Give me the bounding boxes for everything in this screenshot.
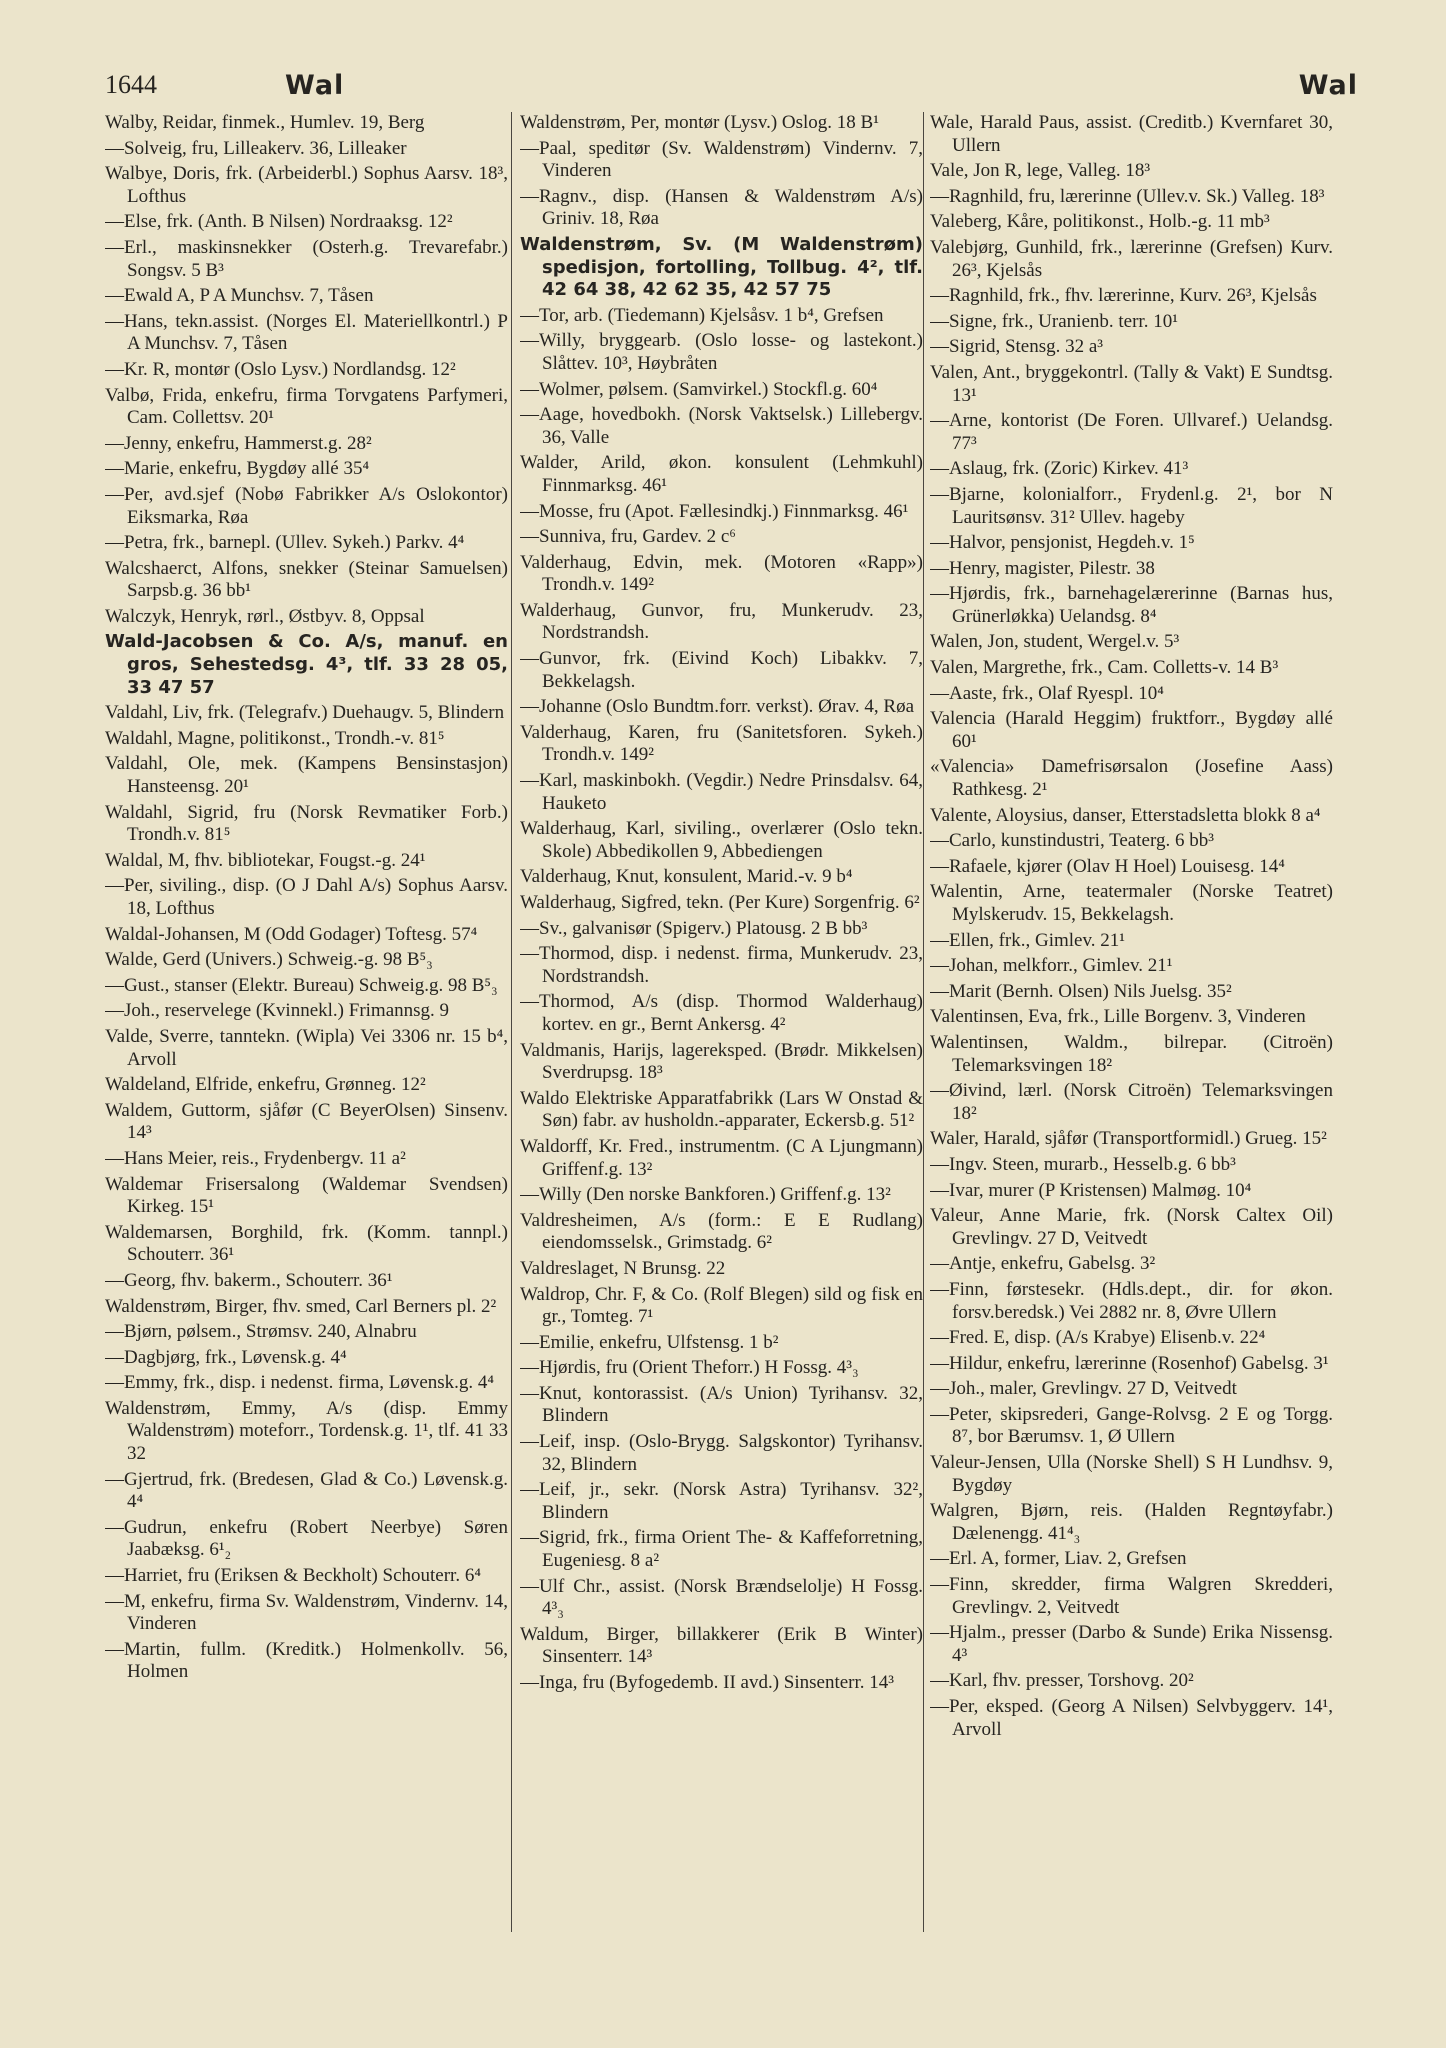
directory-entry: Waldeland, Elfride, enkefru, Grønneg. 12² bbox=[105, 1074, 426, 1096]
directory-entry: —Wolmer, pølsem. (Samvirkel.) Stockfl.g. 60⁴ bbox=[520, 378, 878, 400]
directory-entry: —Gunvor, frk. (Eivind Koch) Libakkv. 7, Bekkelagsh. bbox=[520, 648, 923, 692]
directory-entry: —Antje, enkefru, Gabelsg. 3² bbox=[930, 1253, 1156, 1275]
directory-entry: —Emilie, enkefru, Ulfstensg. 1 b² bbox=[520, 1331, 779, 1353]
directory-entry: —Hjørdis, fru (Orient Theforr.) H Fossg. 4³₃ bbox=[520, 1357, 859, 1379]
headword-right: Wal bbox=[1298, 70, 1358, 101]
directory-entry: —Johan, melkforr., Gimlev. 21¹ bbox=[930, 955, 1173, 977]
directory-entry: —Aslaug, frk. (Zoric) Kirkev. 41³ bbox=[930, 458, 1189, 480]
directory-entry: —Solveig, fru, Lilleakerv. 36, Lilleaker bbox=[105, 137, 407, 159]
directory-entry: Waldal, M, fhv. bibliotekar, Fougst.-g. 24¹ bbox=[105, 849, 426, 871]
directory-entry: Valentinsen, Eva, frk., Lille Borgenv. 3, Vinderen bbox=[930, 1006, 1306, 1028]
directory-entry: —Tor, arb. (Tiedemann) Kjelsåsv. 1 b⁴, Grefsen bbox=[520, 304, 884, 326]
directory-entry: Wale, Harald Paus, assist. (Creditb.) Kvernfaret 30, Ullern bbox=[930, 112, 1333, 156]
directory-entry: —Halvor, pensjonist, Hegdeh.v. 1⁵ bbox=[930, 532, 1195, 554]
directory-entry: —Emmy, frk., disp. i nedenst. firma, Løvensk.g. 4⁴ bbox=[105, 1372, 495, 1394]
directory-entry: Walentinsen, Waldm., bilrepar. (Citroën) Telemarksvingen 18² bbox=[930, 1031, 1333, 1076]
directory-entry: —Joh., reservelege (Kvinnekl.) Frimannsg. 9 bbox=[105, 1000, 450, 1022]
directory-entry: Valdreslaget, N Brunsg. 22 bbox=[520, 1257, 726, 1279]
directory-entry: Valderhaug, Edvin, mek. (Motoren «Rapp») Trondh.v. 149² bbox=[520, 551, 923, 596]
directory-entry: —Bjarne, kolonialforr., Frydenl.g. 2¹, bor N Lauritsønsv. 31² Ullev. hageby bbox=[930, 483, 1333, 528]
directory-entry: «Valencia» Damefrisørsalon (Josefine Aass) Rathkesg. 2¹ bbox=[930, 756, 1333, 801]
directory-entry: Valdmanis, Harijs, lagereksped. (Brødr. Mikkelsen) Sverdrupsg. 18³ bbox=[520, 1039, 923, 1084]
directory-entry: Waldal-Johansen, M (Odd Godager) Toftesg. 57⁴ bbox=[105, 923, 478, 945]
directory-entry: —Gust., stanser (Elektr. Bureau) Schweig.g. 98 B⁵₃ bbox=[105, 974, 498, 996]
directory-entry: Valeur, Anne Marie, frk. (Norsk Caltex Oil) Grevlingv. 27 D, Veitvedt bbox=[930, 1205, 1333, 1249]
directory-entry: Valen, Ant., bryggekontrl. (Tally & Vakt) E Sundtsg. 13¹ bbox=[930, 361, 1333, 406]
directory-entry: Waldemarsen, Borghild, frk. (Komm. tannpl.) Schouterr. 36¹ bbox=[105, 1221, 508, 1266]
directory-entry: Walde, Gerd (Univers.) Schweig.-g. 98 B⁵₃ bbox=[105, 949, 433, 971]
directory-entry: —Sigrid, frk., firma Orient The- & Kaffeforretning, Eugeniesg. 8 a² bbox=[520, 1527, 923, 1572]
directory-entry: Walderhaug, Sigfred, tekn. (Per Kure) Sorgenfrig. 6² bbox=[520, 892, 920, 913]
directory-entry: —Rafaele, kjører (Olav H Hoel) Louisesg. 14⁴ bbox=[930, 855, 1285, 877]
directory-entry: Walderhaug, Karl, siviling., overlærer (Oslo tekn. Skole) Abbedikollen 9, Abbediengen bbox=[520, 818, 923, 862]
directory-entry: —Carlo, kunstindustri, Teaterg. 6 bb³ bbox=[930, 830, 1214, 852]
directory-entry: Vale, Jon R, lege, Valleg. 18³ bbox=[930, 160, 1151, 182]
directory-entry: —Ewald A, P A Munchsv. 7, Tåsen bbox=[105, 285, 374, 307]
directory-entry: Waldemar Frisersalong (Waldemar Svendsen) Kirkeg. 15¹ bbox=[105, 1173, 508, 1218]
directory-entry: Walcshaerct, Alfons, snekker (Steinar Samuelsen) Sarpsb.g. 36 bb¹ bbox=[105, 557, 508, 602]
directory-entry: —Fred. E, disp. (A/s Krabye) Elisenb.v. 22⁴ bbox=[930, 1327, 1266, 1349]
directory-entry: —Signe, frk., Uranienb. terr. 10¹ bbox=[930, 310, 1178, 332]
directory-entry: —Leif, insp. (Oslo-Brygg. Salgskontor) Tyrihansv. 32, Blindern bbox=[520, 1431, 923, 1475]
directory-entry: —Erl. A, former, Liav. 2, Grefsen bbox=[930, 1548, 1187, 1570]
directory-entry: Valdahl, Liv, frk. (Telegrafv.) Duehaugv. 5, Blindern bbox=[105, 702, 505, 724]
page-number: 1644 bbox=[105, 70, 157, 99]
directory-entry: —Harriet, fru (Eriksen & Beckholt) Schouterr. 6⁴ bbox=[105, 1565, 481, 1587]
directory-entry: —Gudrun, enkefru (Robert Neerbye) Søren Jaabæksg. 6¹₂ bbox=[105, 1516, 508, 1561]
directory-column-3 bbox=[930, 112, 1333, 1744]
directory-entry: Valeur-Jensen, Ulla (Norske Shell) S H Lundhsv. 9, Bygdøy bbox=[930, 1452, 1333, 1496]
directory-entry: —Thormod, A/s (disp. Thormod Walderhaug) kortev. en gr., Bernt Ankersg. 4² bbox=[520, 991, 923, 1035]
directory-entry: —Ivar, murer (P Kristensen) Malmøg. 10⁴ bbox=[930, 1179, 1252, 1201]
directory-entry: Waldorff, Kr. Fred., instrumentm. (C A Ljungmann) Griffenf.g. 13² bbox=[520, 1135, 923, 1180]
directory-entry: Walderhaug, Gunvor, fru, Munkerudv. 23, Nordstrandsh. bbox=[520, 599, 923, 644]
directory-entry: —Per, eksped. (Georg A Nilsen) Selvbyggerv. 14¹, Arvoll bbox=[930, 1696, 1333, 1740]
directory-entry: —Paal, speditør (Sv. Waldenstrøm) Vindernv. 7, Vinderen bbox=[520, 137, 923, 182]
directory-entry: —Dagbjørg, frk., Løvensk.g. 4⁴ bbox=[105, 1346, 347, 1368]
directory-entry: —Ragnv., disp. (Hansen & Waldenstrøm A/s) Griniv. 18, Røa bbox=[520, 185, 923, 230]
directory-entry: —Hans, tekn.assist. (Norges El. Materiellkontrl.) P A Munchsv. 7, Tåsen bbox=[105, 310, 508, 355]
directory-entry: Waldahl, Magne, politikonst., Trondh.-v. 81⁵ bbox=[105, 727, 445, 749]
directory-entry: Waler, Harald, sjåfør (Transportformidl.) Grueg. 15² bbox=[930, 1128, 1327, 1150]
directory-entry: Walen, Jon, student, Wergel.v. 5³ bbox=[930, 631, 1180, 653]
directory-entry: —Per, siviling., disp. (O J Dahl A/s) Sophus Aarsv. 18, Lofthus bbox=[105, 875, 508, 919]
directory-entry: —Marie, enkefru, Bygdøy allé 35⁴ bbox=[105, 458, 370, 480]
directory-entry: —Øivind, lærl. (Norsk Citroën) Telemarksvingen 18² bbox=[930, 1080, 1333, 1124]
directory-entry: Walbye, Doris, frk. (Arbeiderbl.) Sophus Aarsv. 18³, Lofthus bbox=[105, 163, 508, 207]
directory-entry: Valen, Margrethe, frk., Cam. Colletts-v. 14 B³ bbox=[930, 657, 1279, 679]
directory-entry: —Bjørn, pølsem., Strømsv. 240, Alnabru bbox=[105, 1321, 417, 1343]
directory-entry: —Sunniva, fru, Gardev. 2 c⁶ bbox=[520, 526, 736, 548]
directory-column-2 bbox=[520, 112, 923, 1698]
directory-entry: Valencia (Harald Heggim) fruktforr., Bygdøy allé 60¹ bbox=[930, 708, 1333, 752]
directory-entry: —Willy, bryggearb. (Oslo losse- og lastekont.) Slåttev. 10³, Høybråten bbox=[520, 330, 923, 374]
directory-entry: —Aaste, frk., Olaf Ryespl. 10⁴ bbox=[930, 682, 1164, 704]
directory-entry: —Arne, kontorist (De Foren. Ullvaref.) Uelandsg. 77³ bbox=[930, 410, 1333, 454]
directory-entry: Walby, Reidar, finmek., Humlev. 19, Berg bbox=[105, 112, 425, 133]
directory-entry: —Karl, fhv. presser, Torshovg. 20² bbox=[930, 1670, 1194, 1692]
directory-entry: —Ulf Chr., assist. (Norsk Brændselolje) H Fossg. 4³₃ bbox=[520, 1575, 923, 1620]
directory-entry: —Inga, fru (Byfogedemb. II avd.) Sinsenterr. 14³ bbox=[520, 1672, 894, 1693]
directory-entry: —Ingv. Steen, murarb., Hesselb.g. 6 bb³ bbox=[930, 1153, 1236, 1175]
directory-entry: Valbø, Frida, enkefru, firma Torvgatens Parfymeri, Cam. Collettsv. 20¹ bbox=[105, 384, 508, 429]
directory-entry: Valde, Sverre, tanntekn. (Wipla) Vei 3306 nr. 15 b⁴, Arvoll bbox=[105, 1025, 508, 1070]
directory-entry: Valdahl, Ole, mek. (Kampens Bensinstasjon) Hansteensg. 20¹ bbox=[105, 753, 508, 798]
directory-entry: —Ragnhild, fru, lærerinne (Ullev.v. Sk.) Valleg. 18³ bbox=[930, 185, 1325, 207]
headword-left: Wal bbox=[285, 70, 345, 101]
directory-entry: —Mosse, fru (Apot. Fællesindkj.) Finnmarksg. 46¹ bbox=[520, 500, 909, 522]
directory-entry: —Peter, skipsrederi, Gange-Rolvsg. 2 E og Torgg. 8⁷, bor Bærumsv. 1, Ø Ullern bbox=[930, 1403, 1333, 1448]
directory-entry: Valderhaug, Karen, fru (Sanitetsforen. Sykeh.) Trondh.v. 149² bbox=[520, 721, 923, 766]
directory-entry: Wald-Jacobsen & Co. A/s, manuf. en gros, Sehestedsg. 4³, tlf. 33 28 05, 33 47 57 bbox=[105, 631, 508, 698]
directory-entry: —Karl, maskinbokh. (Vegdir.) Nedre Prinsdalsv. 64, Hauketo bbox=[520, 770, 923, 814]
directory-entry: —Finn, skredder, firma Walgren Skredderi, Grevlingv. 2, Veitvedt bbox=[930, 1574, 1333, 1618]
directory-entry: —Willy (Den norske Bankforen.) Griffenf.g. 13² bbox=[520, 1184, 891, 1206]
directory-entry: —Erl., maskinsnekker (Osterh.g. Trevarefabr.) Songsv. 5 B³ bbox=[105, 236, 508, 281]
directory-entry: Waldo Elektriske Apparatfabrikk (Lars W Onstad & Søn) fabr. av husholdn.-apparater, Eckersb.g. 51² bbox=[520, 1087, 923, 1132]
directory-entry: —Henry, magister, Pilestr. 38 bbox=[930, 557, 1155, 579]
directory-entry: —Hjalm., presser (Darbo & Sunde) Erika Nissensg. 4³ bbox=[930, 1622, 1333, 1666]
directory-entry: Valebjørg, Gunhild, frk., lærerinne (Grefsen) Kurv. 26³, Kjelsås bbox=[930, 236, 1333, 281]
directory-entry: Valderhaug, Knut, konsulent, Marid.-v. 9 b⁴ bbox=[520, 866, 853, 888]
directory-entry: Valente, Aloysius, danser, Etterstadsletta blokk 8 a⁴ bbox=[930, 804, 1321, 826]
directory-entry: Walgren, Bjørn, reis. (Halden Regntøyfabr.) Dælenengg. 41⁴₃ bbox=[930, 1500, 1333, 1544]
directory-entry: —M, enkefru, firma Sv. Waldenstrøm, Vindernv. 14, Vinderen bbox=[105, 1590, 508, 1635]
directory-entry: —Petra, frk., barnepl. (Ullev. Sykeh.) Parkv. 4⁴ bbox=[105, 532, 465, 554]
directory-entry: Waldenstrøm, Emmy, A/s (disp. Emmy Waldenstrøm) moteforr., Tordensk.g. 1¹, tlf. 41 33 32 bbox=[105, 1397, 508, 1465]
directory-entry: —Hans Meier, reis., Frydenbergv. 11 a² bbox=[105, 1147, 406, 1169]
directory-entry: —Gjertrud, frk. (Bredesen, Glad & Co.) Løvensk.g. 4⁴ bbox=[105, 1468, 508, 1513]
directory-entry: Walczyk, Henryk, rørl., Østbyv. 8, Oppsal bbox=[105, 605, 425, 627]
directory-entry: —Else, frk. (Anth. B Nilsen) Nordraaksg. 12² bbox=[105, 211, 453, 233]
directory-entry: —Martin, fullm. (Kreditk.) Holmenkollv. 56, Holmen bbox=[105, 1638, 508, 1683]
directory-entry: Valeberg, Kåre, politikonst., Holb.-g. 11 mb³ bbox=[930, 211, 1270, 233]
page-header bbox=[105, 70, 1380, 114]
directory-entry: —Per, avd.sjef (Nobø Fabrikker A/s Oslokontor) Eiksmarka, Røa bbox=[105, 483, 508, 528]
directory-entry: —Hjørdis, frk., barnehagelærerinne (Barnas hus, Grünerløkka) Uelandsg. 8⁴ bbox=[930, 583, 1333, 627]
directory-entry: —Finn, førstesekr. (Hdls.dept., dir. for økon. forsv.beredsk.) Vei 2882 nr. 8, Øvre Ullern bbox=[930, 1278, 1333, 1323]
directory-entry: —Knut, kontorassist. (A/s Union) Tyrihansv. 32, Blindern bbox=[520, 1382, 923, 1427]
directory-entry: Waldenstrøm, Sv. (M Waldenstrøm) spedisjon, fortolling, Tollbug. 4², tlf. 42 64 38, 42 62 35, 42 57 75 bbox=[520, 233, 923, 301]
directory-entry: —Hildur, enkefru, lærerinne (Rosenhof) Gabelsg. 3¹ bbox=[930, 1352, 1329, 1374]
directory-entry: Waldrop, Chr. F, & Co. (Rolf Blegen) sild og fisk en gr., Tomteg. 7¹ bbox=[520, 1283, 923, 1328]
directory-entry: —Joh., maler, Grevlingv. 27 D, Veitvedt bbox=[930, 1378, 1237, 1400]
directory-entry: —Johanne (Oslo Bundtm.forr. verkst). Ørav. 4, Røa bbox=[520, 696, 915, 718]
directory-entry: —Georg, fhv. bakerm., Schouterr. 36¹ bbox=[105, 1269, 393, 1291]
directory-entry: —Jenny, enkefru, Hammerst.g. 28² bbox=[105, 432, 372, 454]
directory-entry: Waldenstrøm, Birger, fhv. smed, Carl Berners pl. 2² bbox=[105, 1295, 497, 1317]
directory-entry: —Sv., galvanisør (Spigerv.) Platousg. 2 B bb³ bbox=[520, 917, 868, 939]
directory-entry: Waldahl, Sigrid, fru (Norsk Revmatiker Forb.) Trondh.v. 81⁵ bbox=[105, 801, 508, 846]
directory-entry: —Kr. R, montør (Oslo Lysv.) Nordlandsg. 12² bbox=[105, 358, 456, 380]
directory-entry: —Thormod, disp. i nedenst. firma, Munkerudv. 23, Nordstrandsh. bbox=[520, 943, 923, 987]
directory-columns bbox=[105, 112, 1340, 1942]
directory-entry: Waldenstrøm, Per, montør (Lysv.) Oslog. 18 B¹ bbox=[520, 112, 879, 133]
directory-entry: —Aage, hovedbokh. (Norsk Vaktselsk.) Lillebergv. 36, Valle bbox=[520, 404, 923, 448]
directory-entry: Waldum, Birger, billakkerer (Erik B Winter) Sinsenterr. 14³ bbox=[520, 1623, 923, 1668]
directory-entry: Walder, Arild, økon. konsulent (Lehmkuhl) Finnmarksg. 46¹ bbox=[520, 452, 923, 496]
directory-entry: —Ragnhild, frk., fhv. lærerinne, Kurv. 26³, Kjelsås bbox=[930, 285, 1317, 307]
directory-column-1 bbox=[105, 112, 508, 1687]
directory-entry: —Marit (Bernh. Olsen) Nils Juelsg. 35² bbox=[930, 980, 1232, 1002]
directory-entry: —Ellen, frk., Gimlev. 21¹ bbox=[930, 929, 1125, 951]
directory-entry: Walentin, Arne, teatermaler (Norske Teatret) Mylskerudv. 15, Bekkelagsh. bbox=[930, 881, 1333, 925]
directory-entry: —Sigrid, Stensg. 32 a³ bbox=[930, 336, 1104, 358]
directory-entry: Valdresheimen, A/s (form.: E E Rudlang) eiendomsselsk., Grimstadg. 6² bbox=[520, 1209, 923, 1254]
directory-entry: —Leif, jr., sekr. (Norsk Astra) Tyrihansv. 32², Blindern bbox=[520, 1479, 923, 1523]
directory-entry: Waldem, Guttorm, sjåfør (C BeyerOlsen) Sinsenv. 14³ bbox=[105, 1099, 508, 1144]
